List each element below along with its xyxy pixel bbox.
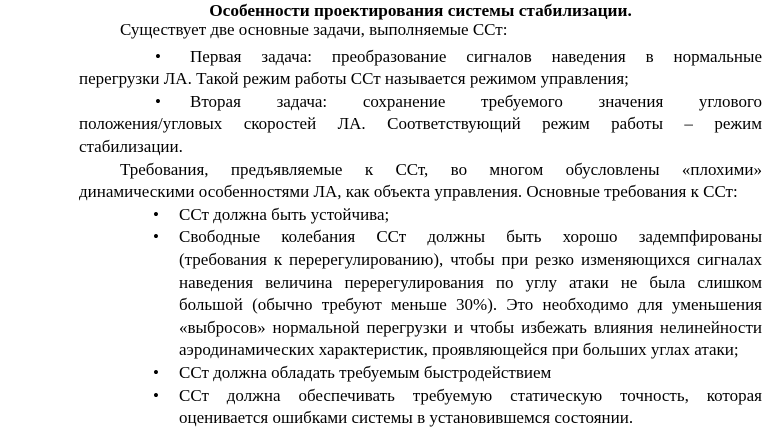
text-line: перегрузки ЛА. Такой режим работы ССт называется режимом управления;: [79, 69, 629, 89]
bullet-marker: •: [153, 385, 159, 405]
text-line: ССт должна обладать требуемым быстродействием: [179, 362, 552, 382]
text-line: «выбросов» нормальной перегрузки и чтобы избежать влияния нелинейности: [179, 317, 762, 337]
text-line: Свободные колебания ССт должны быть хорошо задемпфированы: [179, 227, 762, 247]
text-line: аэродинамических характеристик, проявляющейся при больших углах атаки;: [179, 340, 739, 360]
text-line: оценивается ошибками системы в установившемся состоянии.: [179, 408, 634, 428]
bullet-item-accuracy: [79, 385, 762, 430]
bullet-marker: •: [155, 46, 161, 66]
bullet-marker: •: [155, 91, 161, 111]
paragraph-requirements: [79, 159, 762, 204]
text-line: (требования к перерегулированию), чтобы при резко изменяющихся сигналах: [179, 249, 762, 269]
text-line: динамическими особенностями ЛА, как объекта управления. Основные требования к ССт:: [79, 182, 738, 202]
paragraph-intro: [79, 19, 762, 42]
text-line: Требования, предъявляемые к ССт, во многом обусловлены «плохими»: [120, 159, 762, 179]
text-line: • Первая задача: преобразование сигналов наведения в нормальные: [79, 46, 762, 69]
bullet-item-speed: [79, 362, 762, 385]
text-line: наведения величина перерегулирования по углу атаки не была слишком: [179, 272, 762, 292]
text-line: ССт должна быть устойчива;: [179, 204, 390, 224]
text-line: стабилизации.: [79, 136, 183, 156]
bullet-marker: •: [153, 204, 159, 224]
document-title: Особенности проектирования системы стабилизации.: [209, 1, 632, 20]
bullet-item-damping: [79, 226, 762, 362]
bullet-item-stability: [79, 204, 762, 227]
bullet-item-second-task: [79, 91, 762, 159]
text-line: Существует две основные задачи, выполняемые ССт:: [120, 20, 508, 39]
bullet-marker: •: [153, 362, 159, 382]
text-line: большой (обычно требуют меньше 30%). Это необходимо для уменьшения: [179, 295, 762, 315]
bullet-item-first-task: [79, 46, 762, 91]
text-line: • Вторая задача: сохранение требуемого значения углового: [79, 91, 762, 114]
text-line: ССт должна обеспечивать требуемую статическую точность, которая: [179, 385, 762, 405]
text-line: положения/угловых скоростей ЛА. Соответствующий режим работы – режим: [79, 114, 762, 134]
bullet-marker: •: [153, 227, 159, 247]
